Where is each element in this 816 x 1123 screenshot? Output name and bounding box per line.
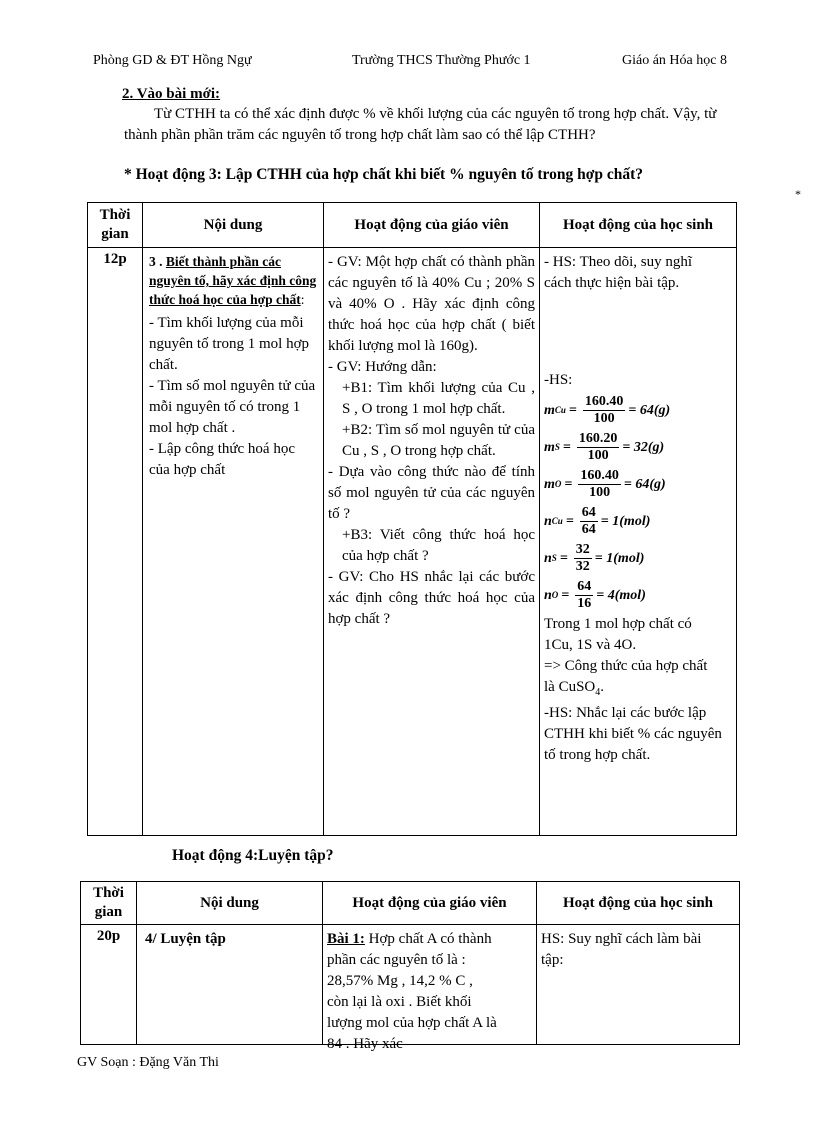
header-student: Hoạt động của học sinh <box>540 203 737 248</box>
teacher-cell <box>324 248 540 836</box>
formula-m-s: m S = $\frac{160.20}{100}$ = 32(g) <box>544 431 665 463</box>
header-subject: Giáo án Hóa học 8 <box>622 53 727 68</box>
header-content: Nội dung <box>137 882 323 925</box>
header-student: Hoạt động của học sinh <box>537 882 740 925</box>
time-cell <box>81 925 137 1045</box>
lesson-table-1 <box>87 202 737 836</box>
page-footer: GV Soạn : Đặng Văn Thi <box>77 1055 219 1070</box>
teacher-question: - GV: Một hợp chất có thành phần các nguyên tố là 40% Cu ; 20% S và 40% O . Hãy xác định công thức hoá học của hợp chất ( biết khối lượng mol là 160g). <box>328 254 535 354</box>
formula-m-cu: m Cu = $\frac{160.40}{100}$ = 64(g) <box>544 394 671 426</box>
formula-n-s: n S = $\frac{32}{32}$ = 1(mol) <box>544 542 645 574</box>
student-response: - HS: Theo dõi, suy nghĩ cách thực hiện bài tập. <box>544 254 693 291</box>
content-cell <box>137 925 323 1045</box>
time-cell <box>88 248 143 836</box>
content-item: - Tìm khối lượng của mỗi nguyên tố trong 1 mol hợp chất. <box>149 315 310 373</box>
content-item: - Lập công thức hoá học của hợp chất <box>149 441 295 478</box>
intro-text: Từ CTHH ta có thể xác định được % về khối lượng của các nguyên tố trong hợp chất. Vậy, từ thành phần phần trăm các nguyên tố trong hợp chất làm sao có thể lập CTHH? <box>124 106 717 143</box>
teacher-guide: - GV: Hướng dẫn: <box>328 359 437 375</box>
header-teacher: Hoạt động của giáo viên <box>324 203 540 248</box>
time-value: 20p <box>96 928 121 944</box>
page-header <box>0 53 816 73</box>
student-formula-result: => Công thức của hợp chất là CuSO$_4$. <box>544 658 708 698</box>
section-title: 2. Vào bài mới: <box>122 86 221 102</box>
formula-m-o: m O = $\frac{160.40}{100}$ = 64(g) <box>544 468 666 500</box>
formula-n-cu: n Cu = $\frac{64}{64}$ = 1(mol) <box>544 505 651 537</box>
teacher-cell <box>323 925 537 1052</box>
star-mark: * <box>795 187 801 201</box>
header-time: Thời gian <box>81 882 137 925</box>
header-teacher: Hoạt động của giáo viên <box>323 882 537 925</box>
student-review: -HS: Nhắc lại các bước lập CTHH khi biết % các nguyên tố trong hợp chất. <box>544 705 722 763</box>
header-department: Phòng GD & ĐT Hồng Ngự <box>93 53 252 68</box>
student-cell <box>540 248 737 836</box>
formula-n-o: n O = $\frac{64}{16}$ = 4(mol) <box>544 579 646 611</box>
student-cell <box>537 925 740 1045</box>
content-item: - Tìm số mol nguyên tử của mỗi nguyên tố có trong 1 mol hợp chất . <box>149 378 316 436</box>
content-text: 4/ Luyện tập <box>145 931 226 947</box>
teacher-step-2: +B2: Tìm số mol nguyên tử của Cu , S , O trong hợp chất. <box>342 422 535 459</box>
teacher-step-1: +B1: Tìm khối lượng của Cu , S , O trong 1 mol hợp chất. <box>342 380 535 417</box>
header-school: Trường THCS Thường Phước 1 <box>352 53 531 68</box>
header-time: Thời gian <box>88 203 143 248</box>
activity3-title: * Hoạt động 3: Lập CTHH của hợp chất khi biết % nguyên tố trong hợp chất? <box>124 166 643 183</box>
content-title: 3 . Biết thành phần các nguyên tố, hãy xác định công thức hoá học của hợp chất: <box>149 254 317 307</box>
lesson-table-2 <box>80 881 740 1052</box>
student-conclusion: Trong 1 mol hợp chất có 1Cu, 1S và 4O. <box>544 616 692 653</box>
teacher-exercise: Bài 1: Hợp chất A có thành phần các nguyên tố là : 28,57% Mg , 14,2 % C , còn lại là oxi . Biết khối lượng mol của hợp chất A là 84 . Hãy xác <box>327 931 497 1052</box>
teacher-review: - GV: Cho HS nhắc lại các bước xác định công thức hoá học của hợp chất ? <box>328 569 535 627</box>
student-text: HS: Suy nghĩ cách làm bài tập: <box>541 931 702 968</box>
header-content: Nội dung <box>143 203 324 248</box>
student-formulas <box>544 392 732 614</box>
activity4-title: Hoạt động 4:Luyện tập? <box>172 847 334 864</box>
teacher-step-3: +B3: Viết công thức hoá học của hợp chất ? <box>342 527 535 564</box>
time-value: 12p <box>103 251 127 267</box>
content-cell <box>143 248 324 836</box>
student-label: -HS: <box>544 372 573 388</box>
teacher-question-2: - Dựa vào công thức nào để tính số mol nguyên tử của các nguyên tố ? <box>328 464 535 522</box>
intro-paragraph <box>124 104 724 146</box>
